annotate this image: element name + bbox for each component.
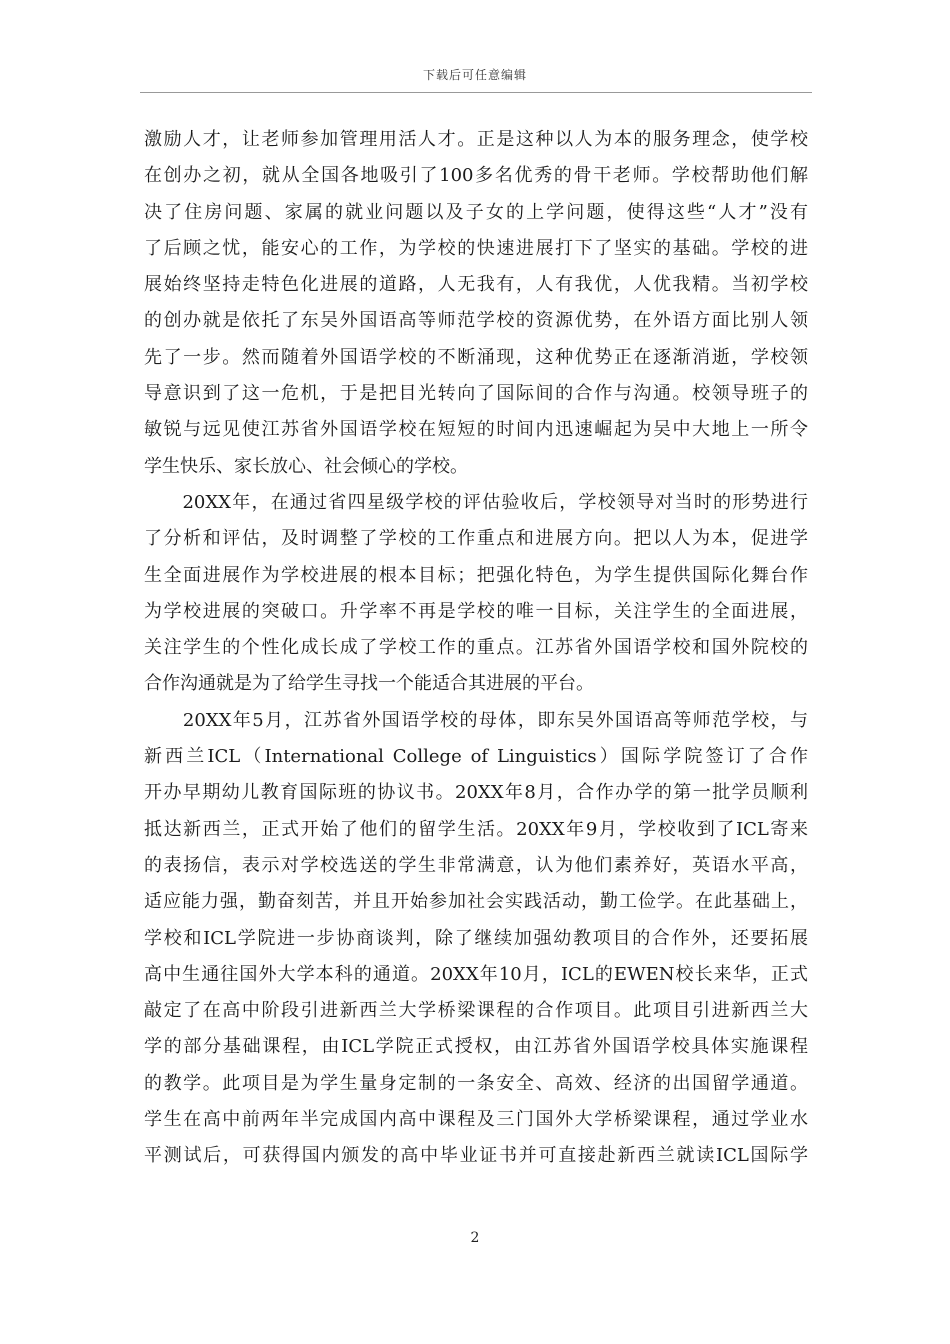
text-line: 先了一步。然而随着外国语学校的不断涌现，这种优势正在逐渐消逝，学校领: [144, 346, 808, 368]
text-line: 在创办之初，就从全国各地吸引了100多名优秀的骨干老师。学校帮助他们解: [144, 165, 808, 187]
text-line: 敲定了在高中阶段引进新西兰大学桥梁课程的合作项目。此项目引进新西兰大: [144, 1000, 808, 1022]
page-header: 下载后可任意编辑: [422, 68, 527, 82]
text-line: 开办早期幼儿教育国际班的协议书。20XX年8月，合作办学的第一批学员顺利: [144, 782, 808, 804]
page-number: 2: [470, 1230, 480, 1246]
text-line: 合作沟通就是为了给学生寻找一个能适合其进展的平台。: [144, 673, 594, 695]
text-line: 学生在高中前两年半完成国内高中课程及三门国外大学桥梁课程，通过学业水: [144, 1109, 808, 1131]
text-line: 为学校进展的突破口。升学率不再是学校的唯一目标，关注学生的全面进展，: [144, 600, 808, 622]
text-line: 了分析和评估，及时调整了学校的工作重点和进展方向。把以人为本，促进学: [144, 528, 808, 550]
text-line: 敏锐与远见使江苏省外国语学校在短短的时间内迅速崛起为吴中大地上一所令: [144, 419, 808, 441]
text-line: 展始终坚持走特色化进展的道路，人无我有，人有我优，人优我精。当初学校: [144, 274, 808, 296]
text-line: 20XX年5月，江苏省外国语学校的母体，即东吴外国语高等师范学校，与: [144, 709, 808, 731]
text-line: 平测试后，可获得国内颁发的高中毕业证书并可直接赴新西兰就读ICL国际学: [144, 1145, 808, 1167]
text-line: 抵达新西兰，正式开始了他们的留学生活。20XX年9月，学校收到了ICL寄来: [144, 818, 808, 840]
text-line: 高中生通往国外大学本科的通道。20XX年10月，ICL的EWEN校长来华，正式: [144, 963, 808, 985]
text-line: 生全面进展作为学校进展的根本目标；把强化特色，为学生提供国际化舞台作: [144, 564, 808, 586]
text-line: 的表扬信，表示对学校选送的学生非常满意，认为他们素养好，英语水平高，: [144, 854, 808, 876]
text-line: 激励人才，让老师参加管理用活人才。正是这种以人为本的服务理念，使学校: [144, 129, 808, 150]
text-line: 的教学。此项目是为学生量身定制的一条安全、高效、经济的出国留学通道。: [144, 1072, 808, 1094]
text-line: 学的部分基础课程，由ICL学院正式授权，由江苏省外国语学校具体实施课程: [144, 1036, 808, 1058]
text-line: 的创办就是依托了东吴外国语高等师范学校的资源优势，在外语方面比别人领: [144, 310, 808, 332]
text-line: 关注学生的个性化成长成了学校工作的重点。江苏省外国语学校和国外院校的: [144, 637, 808, 659]
text-line: 了后顾之忧，能安心的工作，为学校的快速进展打下了坚实的基础。学校的进: [144, 237, 808, 259]
header-divider: [140, 92, 812, 93]
text-line: 20XX年，在通过省四星级学校的评估验收后，学校领导对当时的形势进行: [144, 491, 808, 513]
text-line: 导意识到了这一危机，于是把目光转向了国际间的合作与沟通。校领导班子的: [144, 383, 808, 405]
document-body: [144, 122, 808, 1175]
text-line: 学生快乐、家长放心、社会倾心的学校。: [144, 455, 468, 477]
text-line: 决了住房问题、家属的就业问题以及子女的上学问题，使得这些“人才”没有: [144, 201, 808, 223]
text-line: 新西兰ICL（International College of Linguistics）国际学院签订了合作: [144, 746, 808, 768]
text-line: 适应能力强，勤奋刻苦，并且开始参加社会实践活动，勤工俭学。在此基础上，: [144, 891, 808, 913]
text-line: 学校和ICL学院进一步协商谈判，除了继续加强幼教项目的合作外，还要拓展: [144, 927, 808, 949]
